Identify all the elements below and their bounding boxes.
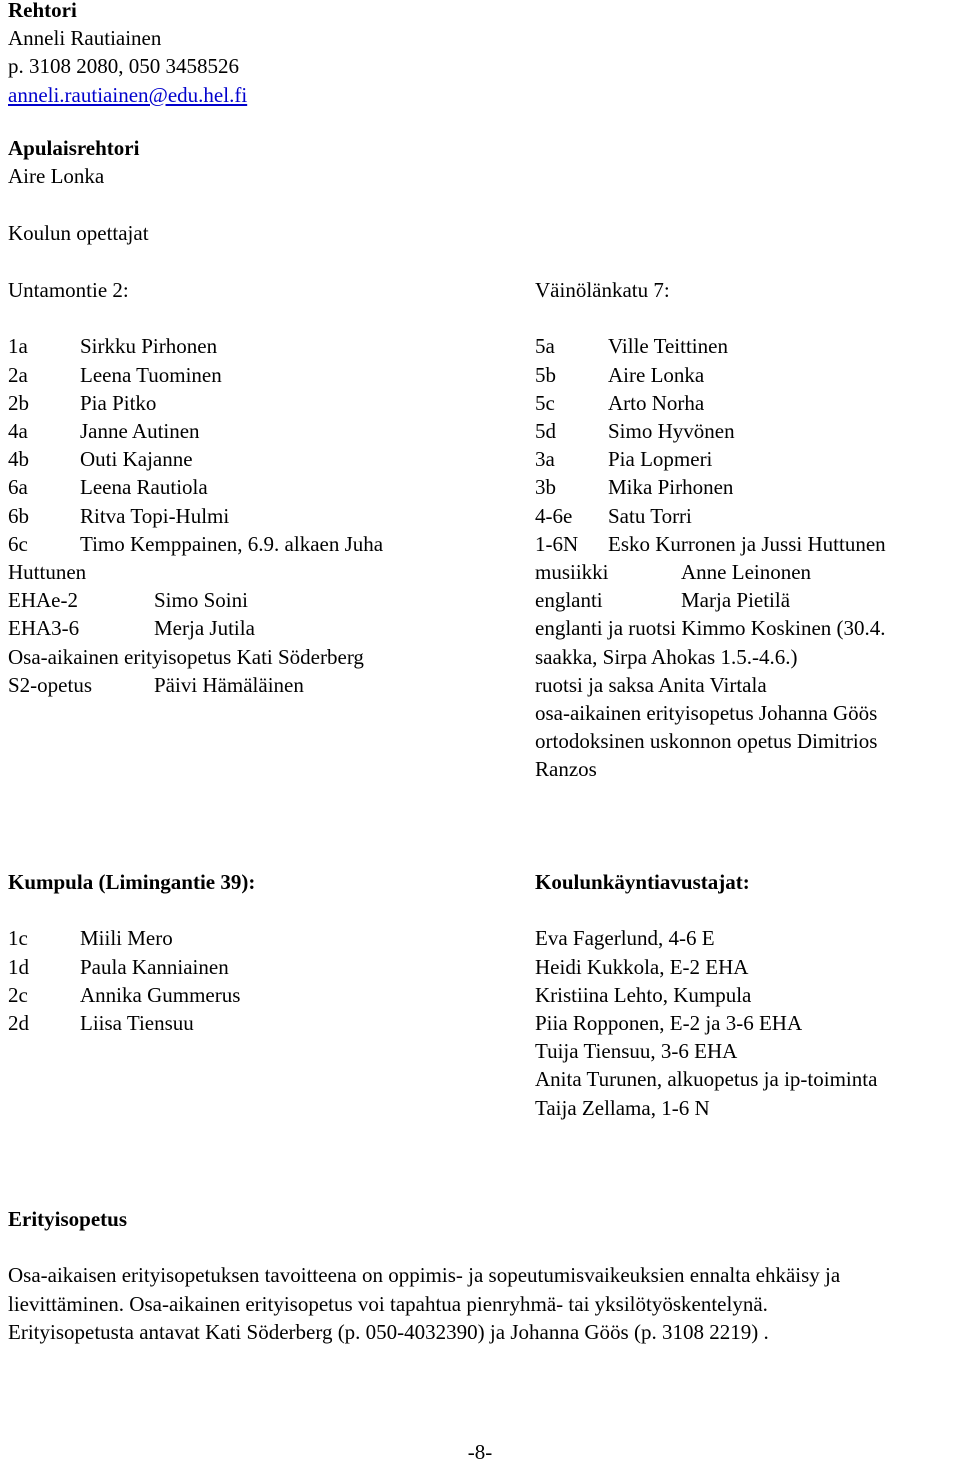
list-item (8, 361, 508, 389)
teacher-name: Paula Kanniainen (80, 954, 229, 979)
subject-label: musiikki (535, 560, 609, 585)
teacher-name: Mika Pirhonen (608, 475, 734, 500)
list-item (535, 445, 955, 473)
assistant-item: Heidi Kukkola, E-2 EHA (535, 954, 749, 979)
erityisopetus-heading: Erityisopetus (8, 1207, 128, 1231)
teacher-name: Timo Kemppainen, 6.9. alkaen Juha (80, 531, 384, 556)
teacher-name: Simo Hyvönen (608, 419, 735, 443)
teacher-name: Marja Pietilä (681, 588, 791, 613)
class-code: 6a (8, 475, 28, 500)
list-item (535, 332, 955, 360)
teacher-name: Sirkku Pirhonen (80, 334, 218, 359)
vainolankatu-heading: Väinölänkatu 7: (535, 278, 670, 302)
list-item (8, 671, 508, 699)
teacher-name: Anne Leinonen (681, 560, 812, 585)
teacher-name: Aire Lonka (608, 362, 705, 387)
class-code: 1d (8, 954, 29, 979)
vainolankatu-section (535, 276, 955, 784)
list-item (8, 332, 508, 360)
untamontie-continuation: Huttunen (8, 560, 87, 585)
rehtori-section (8, 0, 247, 109)
teacher-name: Leena Tuominen (80, 362, 222, 387)
untamontie-section (8, 276, 508, 699)
class-code: 4a (8, 419, 28, 443)
class-code: 6b (8, 503, 29, 528)
class-code: 2d (8, 1011, 29, 1035)
kumpula-heading: Kumpula (Limingantie 39): (8, 870, 256, 894)
untamontie-osa-aikainen: Osa-aikainen erityisopetus Kati Söderberg (8, 644, 364, 669)
list-item (8, 1009, 508, 1037)
avustajat-section (535, 868, 955, 1122)
page-number: -8- (467, 1440, 493, 1464)
teacher-name: Päivi Hämäläinen (154, 672, 304, 697)
teacher-name: Janne Autinen (80, 419, 200, 443)
teacher-name: Pia Lopmeri (608, 447, 713, 472)
apulaisrehtori-name: Aire Lonka (8, 164, 105, 189)
erityisopetus-paragraph-line: Osa-aikaisen erityisopetuksen tavoitteena on oppimis- ja sopeutumisvaikeuksien ennalta ehkäisy ja (8, 1263, 841, 1288)
vainolankatu-line: saakka, Sirpa Ahokas 1.5.-4.6.) (535, 644, 798, 669)
assistant-item: Kristiina Lehto, Kumpula (535, 982, 752, 1007)
class-code: 6c (8, 531, 28, 556)
list-item (8, 586, 508, 614)
list-item (8, 981, 508, 1009)
list-item (535, 558, 955, 586)
vainolankatu-line: ortodoksinen uskonnon opetus Dimitrios (535, 729, 878, 754)
list-item (535, 473, 955, 501)
list-item (8, 502, 508, 530)
class-code: 4-6e (535, 503, 573, 528)
list-item (535, 586, 955, 614)
teacher-name: Outi Kajanne (80, 447, 193, 472)
erityisopetus-section (8, 1205, 958, 1346)
teacher-name: Esko Kurronen ja Jussi Huttunen (608, 531, 886, 556)
teacher-name: Leena Rautiola (80, 475, 208, 500)
kumpula-section (8, 868, 508, 1037)
vainolankatu-class-list (535, 332, 955, 558)
teacher-name: Ville Teittinen (608, 334, 728, 359)
class-code: 5c (535, 390, 555, 415)
class-code: 2b (8, 390, 29, 415)
vainolankatu-line: ruotsi ja saksa Anita Virtala (535, 672, 767, 697)
class-code: 2a (8, 362, 28, 387)
teacher-name: Simo Soini (154, 588, 248, 613)
teacher-name: Merja Jutila (154, 616, 255, 641)
vainolankatu-line: englanti ja ruotsi Kimmo Koskinen (30.4. (535, 616, 886, 641)
vainolankatu-line: osa-aikainen erityisopetus Johanna Göös (535, 701, 878, 726)
class-code: 1-6N (535, 531, 579, 556)
rehtori-name: Anneli Rautiainen (8, 26, 162, 51)
class-code: 2c (8, 982, 28, 1007)
untamontie-heading: Untamontie 2: (8, 278, 129, 302)
teacher-name: Miili Mero (80, 926, 173, 951)
assistant-item: Tuija Tiensuu, 3-6 EHA (535, 1039, 738, 1064)
list-item (535, 361, 955, 389)
class-code: 5d (535, 419, 556, 443)
apulaisrehtori-section (8, 134, 139, 190)
avustajat-heading: Koulunkäyntiavustajat: (535, 870, 750, 894)
assistant-item: Anita Turunen, alkuopetus ja ip-toiminta (535, 1067, 878, 1092)
class-code: 3a (535, 447, 555, 472)
apulaisrehtori-title: Apulaisrehtori (8, 136, 140, 160)
teacher-name: Arto Norha (608, 390, 705, 415)
list-item (8, 473, 508, 501)
list-item (8, 614, 508, 642)
list-item (8, 953, 508, 981)
rehtori-title: Rehtori (8, 0, 77, 22)
teacher-name: Pia Pitko (80, 390, 157, 415)
subject-label: englanti (535, 588, 603, 613)
assistant-item: Taija Zellama, 1-6 N (535, 1095, 710, 1120)
list-item (535, 502, 955, 530)
teachers-heading (8, 219, 149, 247)
group-code: S2-opetus (8, 672, 92, 697)
teacher-name: Ritva Topi-Hulmi (80, 503, 230, 528)
untamontie-class-list (8, 332, 508, 558)
teacher-name: Annika Gummerus (80, 982, 241, 1007)
class-code: 3b (535, 475, 556, 500)
teachers-heading-text: Koulun opettajat (8, 221, 149, 245)
rehtori-phone: p. 3108 2080, 050 3458526 (8, 54, 239, 79)
assistant-item: Eva Fagerlund, 4-6 E (535, 926, 715, 951)
rehtori-email-link[interactable]: anneli.rautiainen@edu.hel.fi (8, 82, 248, 107)
teacher-name: Liisa Tiensuu (80, 1011, 194, 1035)
teacher-name: Satu Torri (608, 503, 692, 528)
list-item (535, 389, 955, 417)
list-item (8, 924, 508, 952)
list-item (535, 417, 955, 445)
class-code: 1a (8, 334, 28, 359)
class-code: 4b (8, 447, 29, 472)
group-code: EHA3-6 (8, 616, 80, 641)
vainolankatu-line: Ranzos (535, 757, 597, 782)
list-item (8, 417, 508, 445)
list-item (8, 389, 508, 417)
list-item (535, 530, 955, 558)
list-item (8, 445, 508, 473)
assistant-item: Piia Ropponen, E-2 ja 3-6 EHA (535, 1011, 803, 1035)
group-code: EHAe-2 (8, 588, 78, 613)
erityisopetus-paragraph-line: lievittäminen. Osa-aikainen erityisopetus voi tapahtua pienryhmä- tai yksilötyöskentelynä. (8, 1291, 768, 1316)
list-item (8, 530, 508, 558)
class-code: 5b (535, 362, 556, 387)
class-code: 5a (535, 334, 555, 359)
erityisopetus-paragraph-line: Erityisopetusta antavat Kati Söderberg (p. 050-4032390) ja Johanna Göös (p. 3108 2219) . (8, 1319, 769, 1344)
class-code: 1c (8, 926, 28, 951)
